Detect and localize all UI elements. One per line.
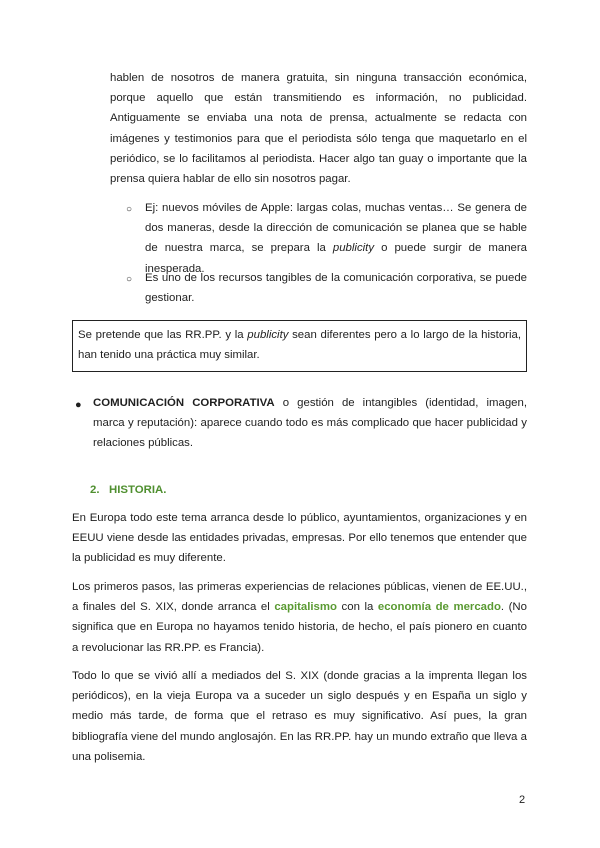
publicity-term: publicity (332, 242, 375, 255)
highlight-box (72, 320, 527, 372)
section-title: HISTORIA. (109, 484, 167, 496)
bullet-text: o gestión de intangibles (identidad, imagen, marca y reputación): aparece cuando todo es más complicado que hacer publicidad y relaciones públicas. (93, 397, 527, 450)
sub-bullet-text: o puede surgir de manera inesperada. (145, 242, 528, 275)
paragraph-text: . (No significa que en Europa no hayamos tenido historia, de hecho, el país pionero en cuanto a revolucionar las RR.PP. es Francia). (72, 601, 527, 654)
keyword-capitalismo: capitalismo (274, 601, 337, 614)
box-text: Se pretende que las RR.PP. y la (78, 329, 248, 341)
sub-bullet-text: Ej: nuevos móviles de Apple: largas colas, muchas ventas… Se genera de dos maneras, desde la dirección de comunicación se planea que se hable de nuestra marca, se prepara la (145, 202, 527, 255)
sub-bullet-item (145, 198, 527, 279)
bullet-term: COMUNICACIÓN CORPORATIVA (93, 397, 275, 409)
hollow-bullet-icon: ○ (126, 274, 133, 285)
keyword-economia-de-mercado: economía de mercado (377, 601, 501, 614)
box-text: sean diferentes pero a lo largo de la historia, han tenido una práctica muy similar. (78, 329, 522, 362)
hollow-bullet-icon: ○ (126, 204, 133, 215)
publicity-term: publicity (247, 329, 289, 341)
intro-paragraph: hablen de nosotros de manera gratuita, sin ninguna transacción económica, porque aquello que están transmitiendo es información, no publicidad. Antiguamente se enviaba una nota de prensa, actualmente se redacta con imágenes y testimonios para que el periodista sólo tenga que maquetarlo en el periódico, se lo facilitamos al periodista. Hacer algo tan guay o importante que la prensa quiera hablar de ello sin nosotros pagar. (110, 72, 527, 186)
paragraph-text: con la (336, 601, 378, 614)
body-paragraph (72, 577, 527, 658)
paragraph-text: Los primeros pasos, las primeras experiencias de relaciones públicas, vienen de EE.UU., a finales del S. XIX, donde arranca el (72, 581, 527, 614)
filled-bullet-icon: ● (75, 399, 82, 411)
section-number: 2. (90, 484, 100, 496)
body-paragraph: En Europa todo este tema arranca desde lo público, ayuntamientos, organizaciones y en EEUU viene desde las entidades privadas, empresas. Por ello tenemos que entender que la publicidad es muy diferente. (72, 512, 527, 565)
page-number: 2 (519, 794, 526, 806)
section-heading (90, 480, 166, 500)
body-paragraph: Todo lo que se vivió allí a mediados del S. XIX (donde gracias a la imprenta llegan los periódicos), en la vieja Europa va a suceder un siglo después y en España un siglo y medio más tarde, de forma que el retraso es muy significativo. Así pues, la gran bibliografía viene del mundo anglosajón. En las RR.PP. hay un mundo extraño que lleva a una polisemia. (72, 670, 527, 763)
sub-bullet-item: Es uno de los recursos tangibles de la comunicación corporativa, se puede gestionar. (145, 272, 527, 305)
bullet-item (93, 393, 527, 454)
